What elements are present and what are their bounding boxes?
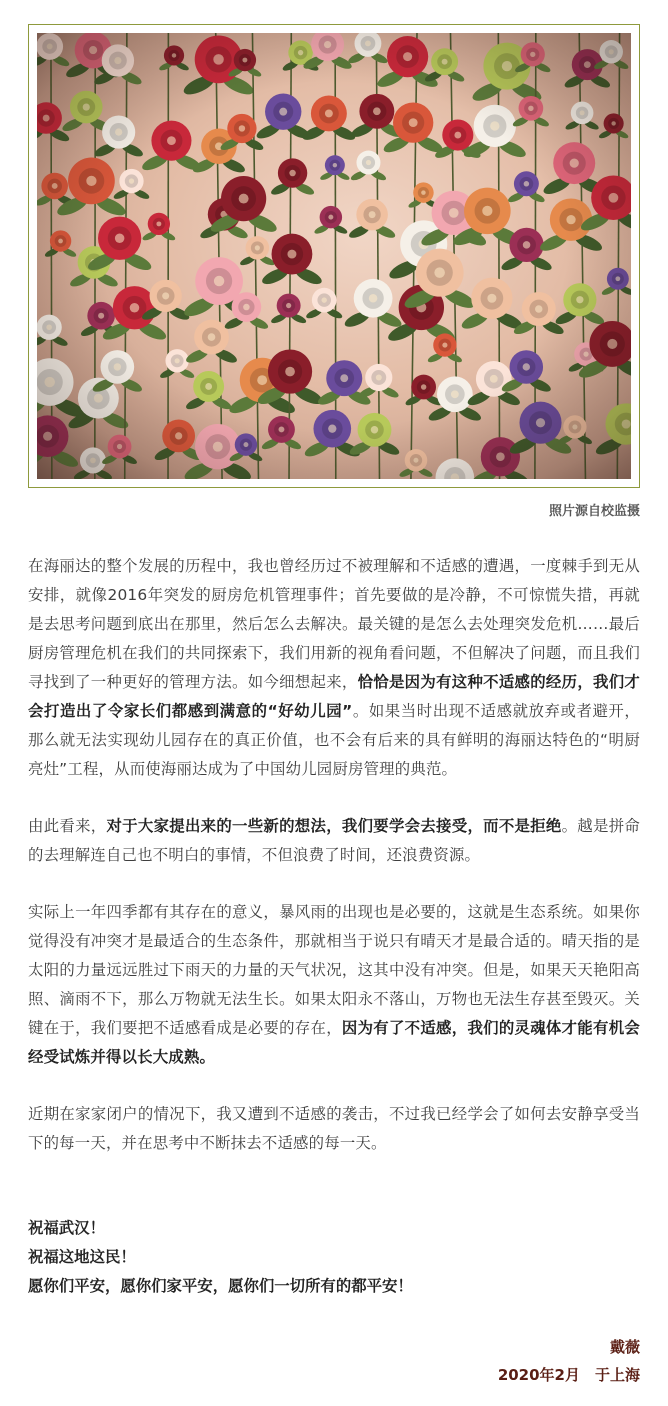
paragraph-3-text-a: 实际上一年四季都有其存在的意义，暴风雨的出现也是必要的，这就是生态系统。如果你觉得没有冲突才是最适合的生态条件，那就相当于说只有晴天才是最合适的。晴天指的是太阳的力量远远胜过下雨天的力量的天气状况，这其中没有冲突。但是，如果天天艳阳高照、滴雨不下，那么万物就无法生长。如果太阳永不落山，万物也无法生存甚至毁灭。关键在于，我们要把不适感看成是必要的存在， bbox=[28, 903, 640, 1037]
blessing-line-2: 祝福这地这民！ bbox=[28, 1248, 136, 1266]
paragraph-1-bold: 恰恰是因为有这种不适感的经历，我们才会打造出了令家长们都感到满意的“好幼儿园” bbox=[28, 673, 640, 720]
paragraph-3 bbox=[28, 898, 640, 1072]
paragraph-2-text-a: 由此看来， bbox=[28, 817, 107, 835]
photo-caption: 照片源自校监摄 bbox=[548, 504, 640, 519]
blessings bbox=[28, 1214, 640, 1301]
paragraph-2-text-c: 。越是拼命的去理解连自己也不明白的事情，不但浪费了时间，还浪费资源。 bbox=[28, 817, 640, 864]
paragraph-3-bold: 因为有了不适感，我们的灵魂体才能有机会经受试炼并得以长大成熟。 bbox=[28, 1019, 640, 1066]
blessing-line-1: 祝福武汉！ bbox=[28, 1219, 105, 1237]
signature-name: 戴薇 bbox=[609, 1338, 640, 1356]
paragraph-4: 近期在家家闭户的情况下，我又遭到不适感的袭击，不过我已经学会了如何去安静享受当下的每一天，并在思考中不断抹去不适感的每一天。 bbox=[28, 1105, 640, 1152]
flower-wall-photo bbox=[37, 33, 631, 479]
article-body bbox=[28, 552, 640, 1158]
paragraph-2-bold: 对于大家提出来的一些新的想法，我们要学会去接受，而不是拒绝 bbox=[106, 817, 562, 835]
signature-date: 2020年2月 于上海 bbox=[497, 1366, 640, 1384]
paragraph-1 bbox=[28, 552, 640, 784]
paragraph-1-text-c: 。如果当时出现不适感就放弃或者避开，那么就无法实现幼儿园存在的真正价值，也不会有后来的具有鲜明的海丽达特色的“明厨亮灶”工程，从而使海丽达成为了中国幼儿园厨房管理的典范。 bbox=[28, 702, 640, 778]
blessing-line-3: 愿你们平安，愿你们家平安，愿你们一切所有的都平安！ bbox=[28, 1277, 413, 1295]
photo-frame bbox=[28, 24, 640, 488]
paragraph-1-text-a: 在海丽达的整个发展的历程中，我也曾经历过不被理解和不适感的遭遇，一度棘手到无从安排，就像2016年突发的厨房危机管理事件；首先要做的是冷静，不可惊慌失措，再就是去思考问题到底出在那里，然后怎么去解决。最关键的是怎么去处理突发危机……最后厨房管理危机在我们的共同探索下，我们用新的视角看问题，不但解决了问题，而且我们寻找到了一种更好的管理方法。如今细想起来， bbox=[28, 557, 640, 691]
photo-vignette bbox=[37, 33, 631, 479]
paragraph-2 bbox=[28, 812, 640, 870]
